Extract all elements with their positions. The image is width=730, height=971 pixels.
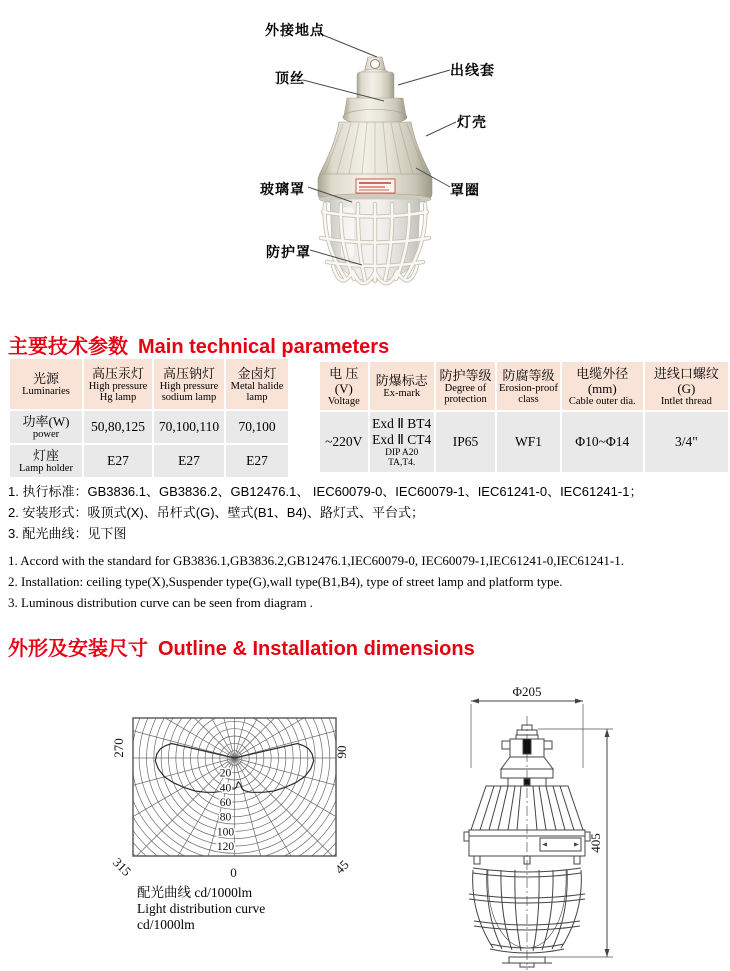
header-en: class: [518, 393, 539, 405]
header-cell-inlet-thread: [645, 362, 728, 410]
voltage-value: ~220V: [320, 412, 368, 472]
header-en: protection: [444, 393, 487, 405]
angle-label-270: 270: [111, 738, 126, 758]
heading-main-parameters-en: Main technical parameters: [138, 336, 390, 358]
header-cell-protection: [436, 362, 495, 410]
svg-text:60: 60: [219, 797, 232, 809]
callout-lamp-shell: 灯壳: [457, 116, 487, 131]
header-zh: 电缆外径 (mm): [576, 365, 629, 396]
table-header-row: [10, 359, 288, 409]
note-zh-1: 1. 执行标准：GB3836.1、GB3836.2、GB12476.1、 IEC60079-0、IEC60079-1、IEC61241-0、IEC61241-1；: [8, 484, 643, 499]
light-distribution-chart: [105, 700, 360, 890]
product-figure: [235, 8, 505, 308]
svg-text:20: 20: [219, 767, 232, 780]
notes-chinese: [8, 481, 642, 544]
header-en: Ex-mark: [383, 388, 421, 399]
power-halide: 70,100: [226, 411, 288, 443]
polar-chart-svg: [105, 700, 360, 890]
header-cell-cable-dia: [562, 362, 643, 410]
row-label-en: Lamp holder: [19, 463, 73, 474]
outline-dimension-drawing: [450, 680, 725, 971]
lamp-source-table: [8, 357, 290, 479]
holder-sodium: E27: [154, 445, 224, 477]
header-cell-ex-mark: [370, 362, 434, 410]
header-en: Luminaries: [22, 386, 70, 397]
header-cell-metal-halide: [226, 359, 288, 409]
row-label-en: power: [32, 429, 60, 440]
power-hg: 50,80,125: [84, 411, 152, 443]
header-en: Degree of: [444, 382, 487, 394]
power-sodium: 70,100,110: [154, 411, 224, 443]
header-en: High pressure: [159, 380, 219, 392]
angle-label-90: 90: [334, 745, 349, 759]
chart-caption-zh: 配光曲线 cd/1000lm: [137, 885, 253, 900]
heading-outline-en: Outline & Installation dimensions: [158, 638, 475, 660]
heading-main-parameters-zh: 主要技术参数: [8, 336, 128, 358]
angle-label-315: 315: [109, 854, 135, 880]
lamp-shell-cone: [319, 122, 431, 175]
table-row-power: [10, 411, 288, 443]
chart-caption: [137, 885, 265, 933]
header-en: High pressure: [88, 380, 148, 392]
header-cell-erosion: [497, 362, 560, 410]
outlet-sleeve-collar: [343, 98, 407, 125]
heading-outline-dimensions: [8, 632, 475, 661]
callout-top-screw: 顶丝: [275, 72, 305, 87]
ex-mark-line: Exd Ⅱ BT4: [372, 416, 432, 431]
svg-text:40: 40: [219, 782, 232, 795]
header-zh: 防爆标志: [375, 373, 428, 388]
svg-text:100: 100: [216, 826, 235, 839]
row-label-holder: [10, 445, 82, 477]
row-label-zh: 灯座: [32, 448, 59, 463]
table-row-holder: [10, 445, 288, 477]
note-zh-2: 2. 安装形式：吸顶式(X)、吊杆式(G)、壁式(B1、B4)、路灯式、平台式；: [8, 505, 425, 520]
header-en: Metal halide: [230, 380, 284, 392]
row-label-zh: 功率(W): [22, 414, 70, 429]
diameter-label: Φ205: [512, 684, 542, 699]
header-cell-sodium-lamp: [154, 359, 224, 409]
angle-label-45: 45: [331, 856, 352, 877]
electrical-spec-table: [318, 360, 730, 474]
header-en: lamp: [246, 391, 268, 403]
header-cell-hg-lamp: [84, 359, 152, 409]
angle-label-0: 0: [230, 865, 237, 880]
note-en-3: 3. Luminous distribution curve can be seen from diagram .: [8, 595, 314, 610]
header-zh: 防腐等级: [502, 367, 555, 383]
callout-outlet-sleeve: 出线套: [450, 64, 495, 79]
header-zh: 高压汞灯: [91, 365, 144, 381]
radial-tick-labels: [217, 768, 235, 853]
inlet-thread-value: 3/4": [645, 412, 728, 472]
header-zh: 光源: [32, 371, 59, 386]
header-cell-luminaries: [10, 359, 82, 409]
header-en: Voltage: [327, 395, 360, 407]
header-zh: 金卤灯: [237, 365, 277, 381]
holder-hg: E27: [84, 445, 152, 477]
callout-cover-ring: 罩圈: [450, 184, 480, 199]
header-en: Intlet thread: [660, 395, 712, 407]
header-en: sodium lamp: [161, 391, 217, 403]
row-label-power: [10, 411, 82, 443]
table-header-row: [320, 362, 728, 410]
callout-external-ground: 外接地点: [265, 24, 325, 39]
svg-text:120: 120: [216, 841, 235, 853]
header-zh: 高压钠灯: [162, 365, 215, 381]
protection-value: IP65: [436, 412, 495, 472]
chart-caption-en1: Light distribution curve: [137, 901, 266, 916]
header-en: Cable outer dia.: [568, 395, 636, 407]
ex-mark-value: [370, 412, 434, 472]
note-zh-3: 3. 配光曲线：见下图: [8, 526, 127, 541]
table-data-row: [320, 412, 728, 472]
note-en-2: 2. Installation: ceiling type(X),Suspender type(G),wall type(B1,B4), type of street lamp and platform type.: [8, 574, 563, 589]
header-zh: 进线口螺纹(G): [653, 365, 719, 396]
header-en: Hg lamp: [99, 391, 137, 403]
heading-outline-zh: 外形及安装尺寸: [8, 638, 148, 660]
polar-grid: [105, 700, 360, 890]
ex-mark-line: Exd Ⅱ CT4: [372, 432, 432, 447]
product-label-sticker: [356, 179, 395, 193]
holder-halide: E27: [226, 445, 288, 477]
height-label: 405: [588, 833, 603, 853]
callout-guard: 防护罩: [266, 246, 311, 261]
cable-dia-value: Φ10~Φ14: [562, 412, 643, 472]
svg-text:80: 80: [219, 811, 232, 824]
header-cell-voltage: [320, 362, 368, 410]
callout-glass-cover: 玻璃罩: [260, 183, 305, 198]
note-en-1: 1. Accord with the standard for GB3836.1,GB3836.2,GB12476.1,IEC60079-0, IEC60079-1,IEC61241-0,IEC61241-1.: [8, 553, 624, 568]
notes-english: [8, 550, 624, 613]
header-zh: 电 压(V): [329, 365, 359, 396]
lamp-photo-illustration: [235, 8, 505, 308]
header-zh: 防护等级: [439, 367, 492, 383]
header-en: Erosion-proof: [499, 382, 558, 394]
heading-main-parameters: [8, 330, 389, 359]
erosion-value: WF1: [497, 412, 560, 472]
chart-caption-en2: cd/1000lm: [137, 917, 195, 932]
ex-mark-line: DIP A20 TA,T4.: [385, 448, 419, 468]
